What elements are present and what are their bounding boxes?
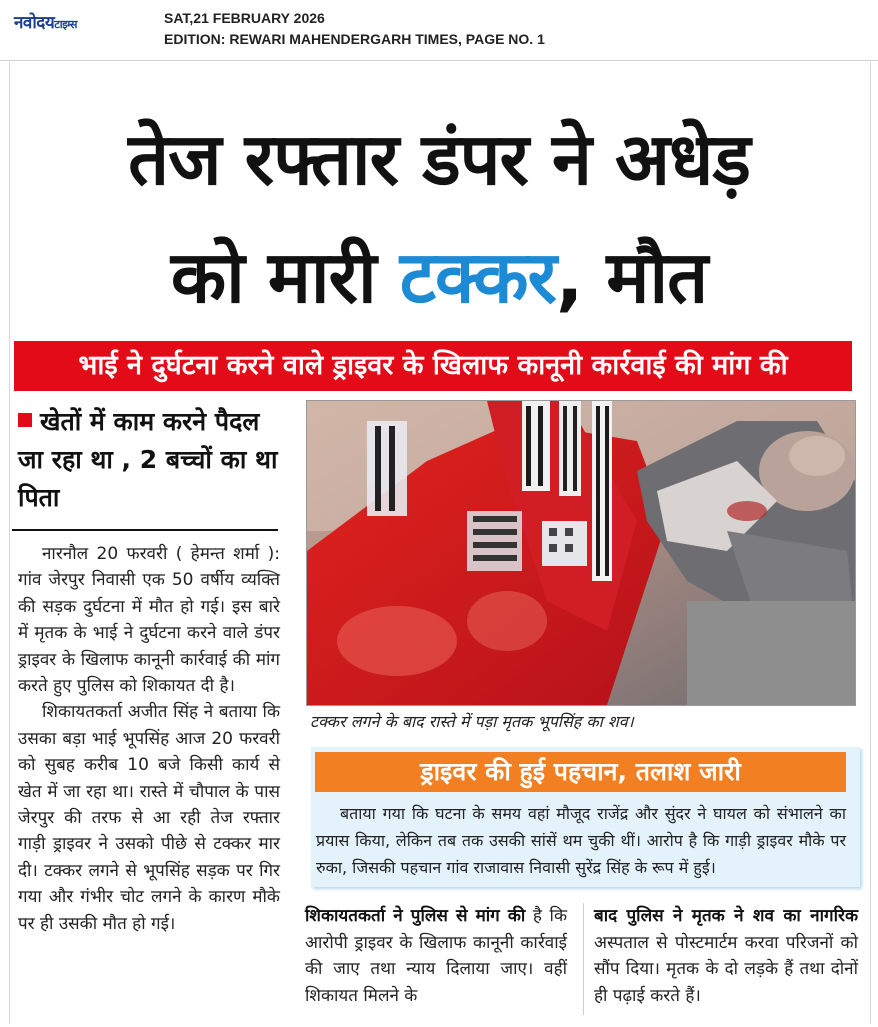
info-box-text xyxy=(316,800,846,881)
info-box-paragraph: बताया गया कि घटना के समय वहां मौजूद राजेंद्र और सुंदर ने घायल को संभालने का प्रयास किया, लेकिन तब तक उसकी सांसें थम चुकी थीं। आरोप है कि गाड़ी ड्राइवर मौके पर रुका, जिसकी पहचान गांव राजावास निवासी सुरेंद्र सिंह के रूप में हुई। xyxy=(316,804,846,877)
newspaper-logo[interactable] xyxy=(14,10,77,33)
column-separator xyxy=(583,903,584,1015)
red-strap-heading: भाई ने दुर्घटना करने वाले ड्राइवर के खिलाफ कानूनी कार्रवाई की मांग की xyxy=(14,341,852,391)
headline-part-c: , मौत xyxy=(556,235,708,319)
logo-sub: टाइम्स xyxy=(54,18,77,31)
divider xyxy=(12,529,278,531)
col3-paragraph xyxy=(594,903,858,1009)
col3-bold-lead: बाद पुलिस ने मृतक ने शव का नागरिक xyxy=(594,906,858,926)
logo-main: नवोदय xyxy=(14,13,55,33)
col2-bold-lead: शिकायतकर्ता ने पुलिस से मांग की xyxy=(305,906,526,926)
subheading xyxy=(18,403,280,517)
edition-line: EDITION: REWARI MAHENDERGARH TIMES, PAGE NO. 1 xyxy=(164,31,545,47)
col2-paragraph xyxy=(305,903,567,1009)
headline-line-2 xyxy=(0,218,878,336)
article-column-2 xyxy=(305,903,567,1009)
date-line: SAT,21 FEBRUARY 2026 xyxy=(164,10,325,26)
red-square-icon xyxy=(18,413,32,427)
col2-text: है कि आरोपी ड्राइवर के खिलाफ कानूनी कार्रवाई की जाए तथा न्याय दिलाया जाए। वहीं शिकायत मिलने के xyxy=(305,906,567,1006)
photo-caption: टक्कर लगने के बाद रास्ते में पड़ा मृतक भूपसिंह का शव। xyxy=(310,712,634,731)
headline-part-a: को मारी xyxy=(170,235,400,319)
edition-info xyxy=(164,8,545,50)
article-body-left xyxy=(18,541,280,937)
masthead-bar xyxy=(0,0,878,61)
headline-highlight: टक्कर xyxy=(399,235,556,319)
paragraph-2: शिकायतकर्ता अजीत सिंह ने बताया कि उसका बड़ा भाई भूपसिंह आज 20 फरवरी को सुबह करीब 10 बजे किसी कार्य से खेत में जा रहा था। रास्ते में चौपाल के पास जेरपुर की तरफ से आ रही तेज रफ्तार गाड़ी ड्राइवर ने उसको पीछे से टक्कर मार दी। टक्कर लगने से भूपसिंह सड़क पर गिर गया और गंभीर चोट लगने के कारण मौके पर ही उसकी मौत हो गई। xyxy=(18,702,280,934)
article-column-3 xyxy=(594,903,858,1009)
info-box-heading: ड्राइवर की हुई पहचान, तलाश जारी xyxy=(315,752,846,792)
col3-text: अस्पताल से पोस्टमार्टम करवा परिजनों को सौंप दिया। मृतक के दो लड़के हैं तथा दोनों ही पढ़ाई करते हैं। xyxy=(594,932,858,1006)
subheading-text: खेतों में काम करने पैदल जा रहा था , 2 बच्चों का था पिता xyxy=(18,407,278,512)
accident-photo[interactable] xyxy=(306,400,856,706)
photo-image xyxy=(307,401,855,705)
paragraph-1: नारनौल 20 फरवरी ( हेमन्त शर्मा ): गांव जेरपुर निवासी एक 50 वर्षीय व्यक्ति की सड़क दुर्घटना में मौत हो गई। इस बारे में मृतक के भाई ने दुर्घटना करने वाले डंपर ड्राइवर के खिलाफ कानूनी कार्रवाई की मांग करते हुए पुलिस को शिकायत दी है। xyxy=(18,544,280,697)
headline xyxy=(0,100,878,336)
headline-line-1: तेज रफ्तार डंपर ने अधेड़ xyxy=(128,117,750,201)
